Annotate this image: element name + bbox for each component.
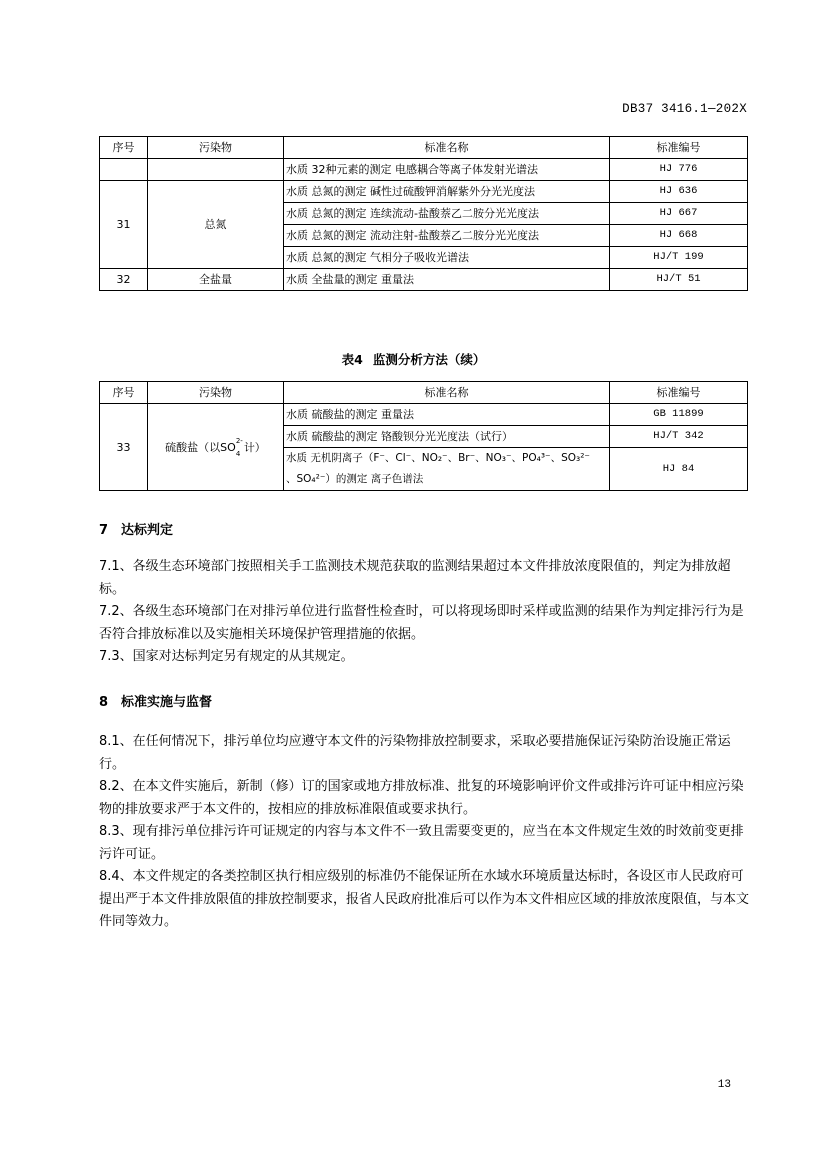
cell-pollutant [148,159,284,181]
paragraph-7-2: 7.2、各级生态环境部门在对排污单位进行监督性检查时，可以将现场即时采样或监测的结果作为判定排污行为是否符合排放标准以及实施相关环境保护管理措施的依据。 [99,604,744,642]
pollutant-text-a: 硫酸盐（以SO [165,440,236,454]
col-header-no: 序号 [100,137,148,159]
cell-pollutant: 硫酸盐（以SO 4 2- 计） [148,404,284,491]
pollutant-text-b: 计） [243,440,266,454]
cell-name: 水质 全盐量的测定 重量法 [284,269,610,291]
cell-name-line1: 水质 无机阴离子（F⁻、Cl⁻、NO₂⁻、Br⁻、NO₃⁻、PO₄³⁻、SO₃²⁻ [286,452,590,464]
table-row [100,269,748,291]
col-header-no: 序号 [100,382,148,404]
table-caption-text: 监测分析方法（续） [372,352,486,367]
cell-name: 水质 总氮的测定 流动注射-盐酸萘乙二胺分光光度法 [284,225,610,247]
col-header-pollutant: 污染物 [148,382,284,404]
cell-no: 32 [100,269,148,291]
paragraph-8-1: 8.1、在任何情况下，排污单位均应遵守本文件的污染物排放控制要求，采取必要措施保证污染防治设施正常运行。 [99,734,731,772]
document-id: DB37 3416.1—202X [622,102,747,116]
table-caption-label: 表4 [341,352,363,367]
cell-name: 水质 硫酸盐的测定 铬酸钡分光光度法（试行） [284,426,610,448]
standards-table-continued [99,136,748,291]
cell-code: HJ 84 [610,448,748,491]
paragraph-7-1: 7.1、各级生态环境部门按照相关手工监测技术规范获取的监测结果超过本文件排放浓度限值的，判定为排放超标。 [99,559,731,597]
cell-code: HJ 668 [610,225,748,247]
section-7-body [99,556,749,669]
cell-code: GB 11899 [610,404,748,426]
col-header-pollutant: 污染物 [148,137,284,159]
page-number: 13 [717,1079,731,1091]
cell-name: 水质 总氮的测定 碱性过硫酸钾消解紫外分光光度法 [284,181,610,203]
cell-name: 水质 总氮的测定 气相分子吸收光谱法 [284,247,610,269]
cell-name: 水质 32种元素的测定 电感耦合等离子体发射光谱法 [284,159,610,181]
cell-code: HJ/T 342 [610,426,748,448]
table-row [100,159,748,181]
cell-no [100,159,148,181]
cell-pollutant: 全盐量 [148,269,284,291]
table-header-row [100,382,748,404]
cell-name: 水质 总氮的测定 连续流动-盐酸萘乙二胺分光光度法 [284,203,610,225]
table-header-row [100,137,748,159]
cell-code: HJ 636 [610,181,748,203]
cell-pollutant: 总氮 [148,181,284,269]
paragraph-8-2: 8.2、在本文件实施后，新制（修）订的国家或地方排放标准、批复的环境影响评价文件或排污许可证中相应污染物的排放要求严于本文件的，按相应的排放标准限值或要求执行。 [99,779,744,817]
cell-code: HJ/T 199 [610,247,748,269]
table-row [100,404,748,426]
section-7-title: 7 达标判定 [99,523,174,538]
paragraph-8-4: 8.4、本文件规定的各类控制区执行相应级别的标准仍不能保证所在水域水环境质量达标时，各设区市人民政府可提出严于本文件排放限值的排放控制要求，报省人民政府批准后可以作为本文件相应区域的排放浓度限值，与本文件同等效力。 [99,869,750,929]
cell-code: HJ 667 [610,203,748,225]
col-header-code: 标准编号 [610,137,748,159]
cell-name [284,448,610,491]
cell-code: HJ 776 [610,159,748,181]
cell-no: 31 [100,181,148,269]
paragraph-7-3: 7.3、国家对达标判定另有规定的从其规定。 [99,649,354,664]
col-header-name: 标准名称 [284,137,610,159]
table-row [100,181,748,203]
paragraph-8-3: 8.3、现有排污单位排污许可证规定的内容与本文件不一致且需要变更的，应当在本文件规定生效的时效前变更排污许可证。 [99,824,744,862]
standards-table-4 [99,381,748,491]
col-header-name: 标准名称 [284,382,610,404]
cell-no: 33 [100,404,148,491]
section-8-title: 8 标准实施与监督 [99,695,213,710]
col-header-code: 标准编号 [610,382,748,404]
cell-name: 水质 硫酸盐的测定 重量法 [284,404,610,426]
table-caption [0,350,827,368]
cell-code: HJ/T 51 [610,269,748,291]
cell-name-line2: 、SO₄²⁻）的测定 离子色谱法 [286,473,424,485]
section-8-body [99,731,749,934]
